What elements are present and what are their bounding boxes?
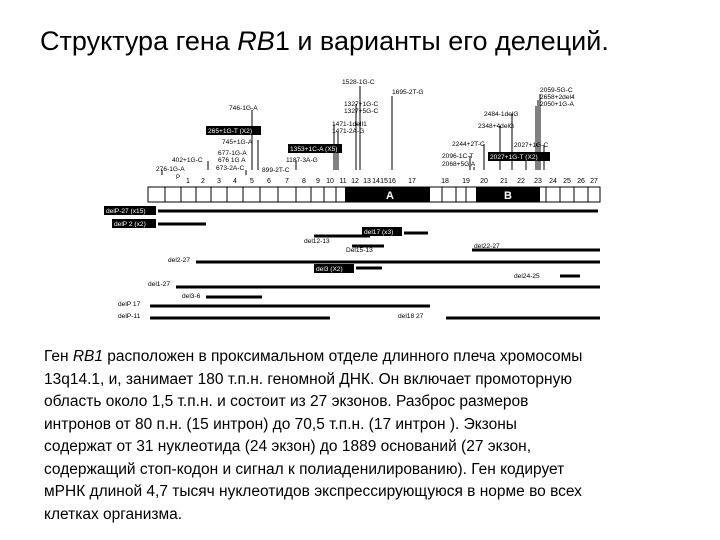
boxed-mutation-label [206, 126, 261, 135]
exon-number: 20 [480, 178, 488, 185]
mutation-label: 276-1G-A [156, 166, 185, 173]
mutation-label: 2244+2T-C [452, 141, 485, 148]
exon-number: 12 [351, 178, 359, 185]
mutation-label: P [176, 175, 181, 181]
deletion-label: del22-27 [474, 243, 500, 250]
exon-number: 16 [388, 178, 396, 185]
mutation-label: 1187-3A-G [286, 157, 318, 164]
description-line: мРНК длиной 4,7 тысяч нуклеотидов экспрессирующуюся в норме во всех [44, 483, 582, 500]
description-line: интронов от 80 п.н. (15 интрон) до 70,5 т.п.н. (17 интрон ). Экзоны [44, 415, 517, 433]
exon-number-row [186, 178, 598, 185]
mutation-label: 2096-1C-T [442, 153, 474, 160]
mutation-label: 676 1G A [218, 157, 246, 164]
exon-number: 22 [517, 178, 525, 185]
mutation-label: 1327+5G-C [344, 108, 379, 115]
exon-number: 6 [267, 178, 271, 185]
title-suffix: 1 и варианты его делеций. [274, 26, 609, 56]
gene-description [44, 346, 694, 526]
deletion-label: delP-11 [118, 313, 141, 320]
description-gene: RB1 [72, 348, 103, 365]
mutation-label: 2658+2del4 [540, 94, 575, 101]
boxed-mutation-label [288, 144, 342, 153]
exon-number: 7 [285, 178, 289, 185]
description-line: клетках организма. [44, 505, 183, 523]
mutation-label: 745+1G-A [222, 139, 253, 146]
mutation-label: 402+1G-C [172, 157, 203, 164]
domain-a-label: A [386, 190, 394, 202]
exon-number: 21 [500, 178, 508, 185]
exon-number: 25 [563, 178, 571, 185]
boxed-mutation-label [488, 152, 550, 161]
exon-number: 5 [250, 178, 254, 185]
deletion-label: del12-13 [304, 238, 330, 245]
description-line: содержат от 31 нуклеотида (24 экзон) до 1889 оснований (27 экзон, [44, 438, 532, 455]
mutation-label: 673-2A-C [216, 165, 245, 172]
mutation-label: 2059-5G-C [540, 87, 573, 94]
mutation-label: 2027+1G-C [514, 142, 549, 149]
exon-number: 15 [380, 178, 388, 185]
mutation-label: 1471-2A-G [332, 128, 365, 135]
deletion-label: del18 27 [398, 313, 424, 320]
mutation-label: 677-1G-A [218, 150, 247, 157]
deletion-label: del24-25 [514, 273, 540, 280]
mutation-label: 1353+1C-A (X5) [290, 146, 338, 153]
exon-number: 27 [590, 178, 598, 185]
deletion-label: delP-27 (x15) [106, 208, 146, 215]
deletion-label: del17 (x3) [364, 229, 394, 236]
deletion-label: del2-27 [168, 257, 190, 264]
title-prefix: Структура гена [40, 26, 238, 56]
exon-number: 18 [441, 178, 449, 185]
exon-number: 23 [534, 178, 542, 185]
deletion-label: del1-27 [148, 281, 170, 288]
exon-number: 11 [339, 178, 347, 185]
exon-number: 8 [302, 178, 306, 185]
mutation-label: 1695-2T-G [392, 89, 424, 96]
description-line: содержащий стоп-кодон и сигнал к полиаденилированию). Ген кодирует [44, 460, 565, 478]
description-line: 13q14.1, и, занимает 180 т.п.н. геномной ДНК. Он включает промоторную [44, 370, 572, 388]
exon-number: 1 [186, 178, 190, 185]
mutation-label: 2484-1delG [484, 111, 519, 118]
description-text: Ген [44, 348, 73, 365]
exon-number: 4 [233, 178, 237, 185]
mutation-label: 1327+1G-C [344, 101, 379, 108]
exon-number: 14 [372, 178, 380, 185]
description-line: область около 1,5 т.п.н. и состоит из 27 экзонов. Разброс размеров [44, 393, 529, 410]
description-text: расположен в проксимальном отделе длинного плеча хромосомы [103, 348, 583, 365]
exon-number: 17 [408, 178, 416, 185]
mutation-label: 1471-1delI1 [332, 121, 367, 128]
exon-number: 19 [462, 178, 470, 185]
deletion-label: del3 (X2) [316, 266, 343, 273]
title-gene: RB [237, 26, 275, 56]
mutation-label: 899-2T-C [262, 167, 290, 174]
deletion-label: delP 2 (x2) [114, 221, 146, 228]
exon-number: 2 [201, 178, 205, 185]
exon-number: 3 [217, 178, 221, 185]
exon-number: 10 [326, 178, 334, 185]
exon-bar [148, 187, 600, 202]
deletion-label: delP 17 [118, 301, 141, 308]
exon-number: 9 [316, 178, 320, 185]
mutation-label: 2050+1G-A [540, 101, 574, 108]
mutation-label: 2068+5G A [442, 161, 476, 168]
mutation-label: 2348+4delG [478, 123, 515, 130]
exon-number: 26 [577, 178, 585, 185]
description-line [44, 346, 694, 369]
domain-b-label: B [504, 190, 512, 202]
deletion-label: del3-6 [182, 293, 201, 300]
mutation-label: 1528-1G-C [342, 79, 375, 86]
mutation-label: 265+1G-T (X2) [208, 128, 253, 135]
mutation-label: 746-1G-A [229, 105, 258, 112]
exon-number: 13 [363, 178, 371, 185]
exon-number: 24 [549, 178, 557, 185]
deletion-label: Del15-13 [346, 247, 373, 254]
mutation-label: 2027+1G-T (X2) [490, 154, 538, 161]
